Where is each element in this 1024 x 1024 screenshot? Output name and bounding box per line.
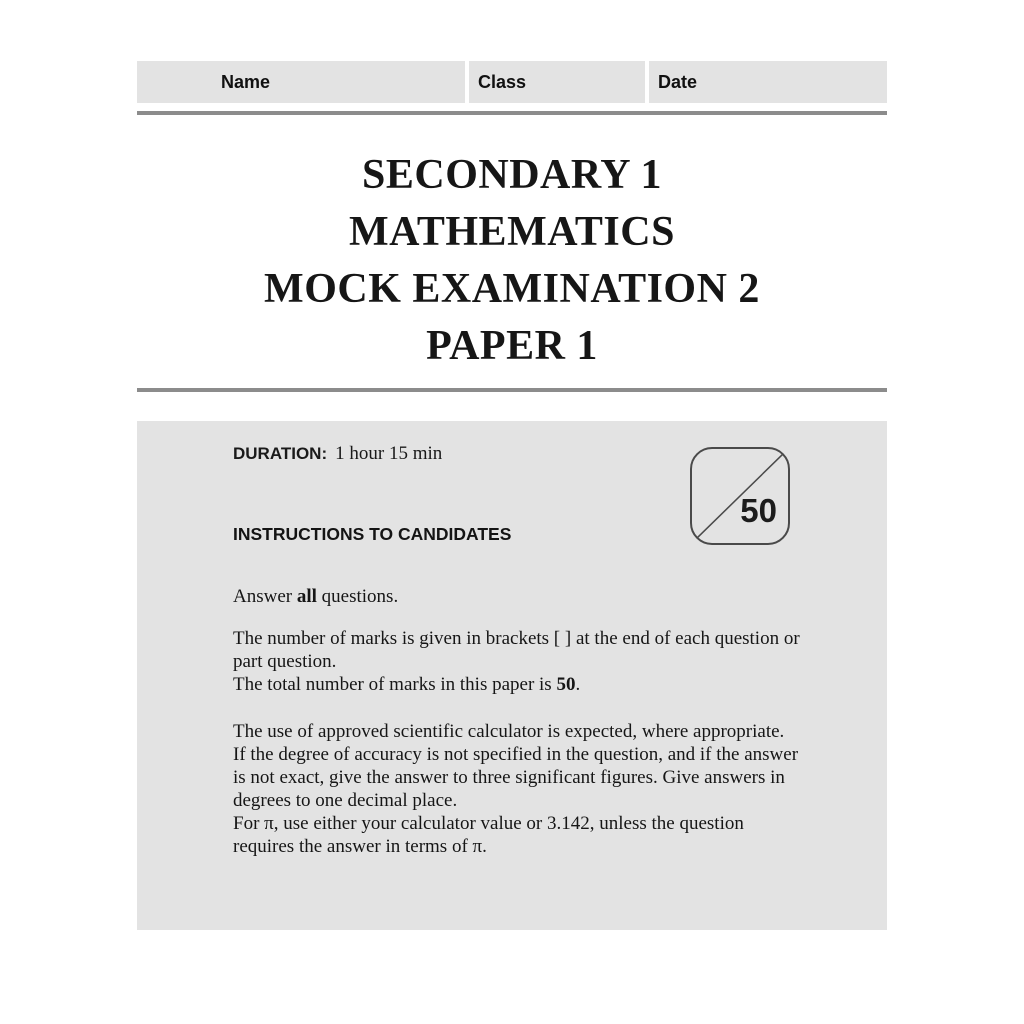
- marks-instruction-total-line: [233, 673, 800, 696]
- calc-line-3: is not exact, give the answer to three significant figures. Give answers in: [233, 767, 785, 788]
- calculator-instruction: [233, 720, 798, 858]
- answer-bold-all: all: [296, 586, 317, 607]
- title-line-level: SECONDARY 1: [362, 152, 662, 198]
- calc-line-1: The use of approved scientific calculator is expected, where appropriate.: [233, 721, 785, 742]
- title-line-paper: PAPER 1: [426, 323, 598, 369]
- total-marks-suffix: .: [575, 674, 581, 695]
- title-line-subject: MATHEMATICS: [349, 209, 675, 255]
- calc-line-4: degrees to one decimal place.: [233, 790, 458, 811]
- page-title: [137, 147, 887, 375]
- name-field-label: Name: [221, 71, 271, 92]
- answer-instruction: [233, 585, 398, 608]
- duration-label: DURATION:: [233, 444, 328, 463]
- pi-line-2: requires the answer in terms of π.: [233, 836, 487, 857]
- marks-instruction-line1: The number of marks is given in brackets [ ] at the end of each question or: [233, 628, 800, 649]
- instructions-panel: [137, 421, 887, 930]
- total-marks-prefix: The total number of marks in this paper is: [233, 674, 557, 695]
- total-marks-box: [690, 447, 790, 545]
- title-line-exam: MOCK EXAMINATION 2: [264, 266, 760, 312]
- marks-instruction-line2: part question.: [233, 651, 337, 672]
- date-field: [649, 61, 887, 103]
- total-marks-bold: 50: [556, 674, 576, 695]
- date-field-label: Date: [658, 71, 698, 92]
- title-divider-line: [137, 388, 887, 392]
- name-field: [137, 61, 465, 103]
- header-divider-line: [137, 111, 887, 115]
- student-info-header: [137, 61, 887, 103]
- instructions-heading: INSTRUCTIONS TO CANDIDATES: [233, 524, 512, 544]
- duration-value: 1 hour 15 min: [335, 443, 443, 464]
- class-field: [469, 61, 645, 103]
- total-marks-value: 50: [740, 492, 777, 529]
- pi-line-1: For π, use either your calculator value or 3.142, unless the question: [233, 813, 744, 834]
- calc-line-2: If the degree of accuracy is not specified in the question, and if the answer: [233, 744, 799, 765]
- answer-prefix: Answer: [233, 586, 297, 607]
- class-field-label: Class: [478, 71, 527, 92]
- marks-instruction: [233, 627, 800, 696]
- answer-suffix: questions.: [316, 586, 399, 607]
- duration-row: [233, 443, 442, 465]
